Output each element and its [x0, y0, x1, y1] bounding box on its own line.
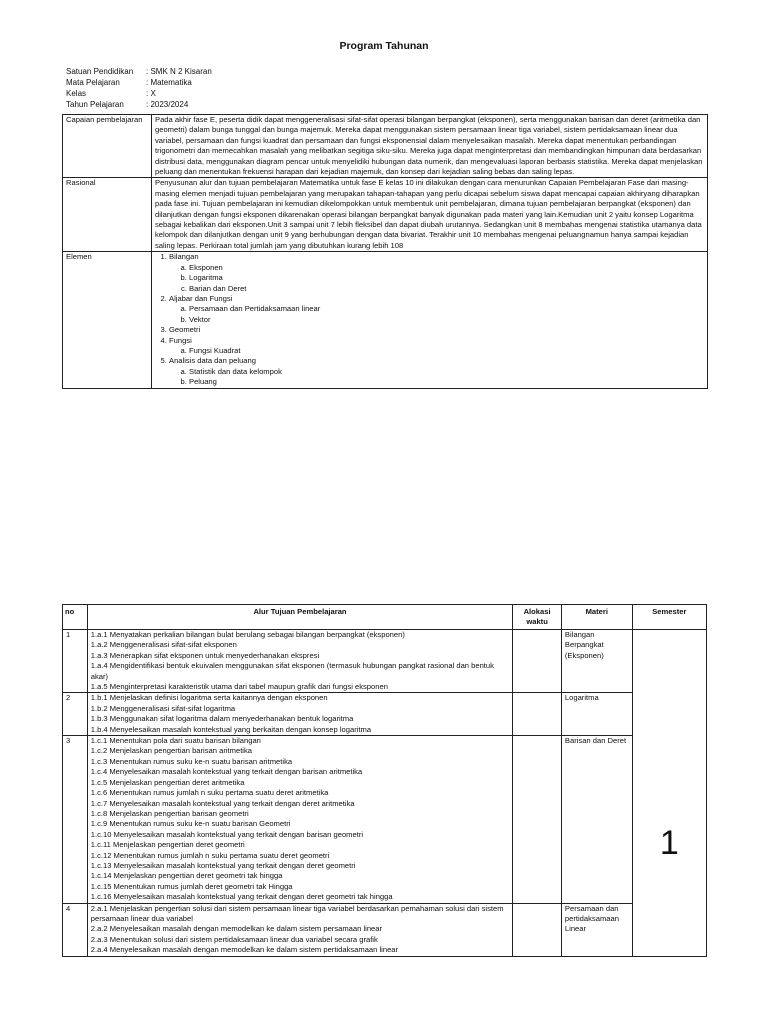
atp-item: 1.a.3 Menerapkan sifat eksponen untuk menyederhanakan ekspresi	[90, 650, 320, 660]
identity-row	[66, 77, 212, 88]
rasional-label: Rasional	[63, 178, 152, 252]
capaian-text: Pada akhir fase E, peserta didik dapat menggeneralisasi sifat-sifat operasi bilangan berpangkat (eksponen), serta menggunakan barisan dan deret (aritmetika dan geometri) dalam bunga tunggal dan bunga majemuk. Mereka dapat menggunakan sistem persamaan linear tiga variabel, sistem pertidaksamaan linear dua variabel, persamaan dan fungsi kuadrat dan persamaan dan fungsi eksponensial dalam menyelesaikan masalah. Mereka dapat menentukan perbandingan trigonometri dan memecahkan masalah yang melibatkan segitiga siku-siku. Mereka juga dapat menginterpretasi dan membandingkan himpunan data berdasarkan distribusi data, menggunakan diagram pencar untuk menyelidiki hubungan data numerik, dan mengevaluasi laporan berbasis statistika. Mereka dapat menjelaskan peluang dan menentukan frekuensi harapan dari kejadian majemuk, dan konsep dari kejadian saling bebas dan saling lepas.	[152, 115, 708, 178]
elemen-label: Elemen	[63, 252, 152, 388]
table-row	[63, 630, 707, 693]
elemen-row	[63, 252, 708, 388]
alokasi-cell	[513, 736, 562, 904]
atp-item: 2.a.1 Menjelaskan pengertian solusi dari sistem persamaan linear tiga variabel berdasarkan pemahaman solusi dari sistem persamaan linear dua variabel	[90, 903, 504, 923]
alokasi-cell	[513, 903, 562, 956]
elemen-item	[169, 252, 704, 294]
atp-item: 1.c.7 Menyelesaikan masalah kontekstual yang terkait dengan deret aritmetika	[90, 798, 355, 808]
atp-item: 1.c.3 Menentukan rumus suku ke-n suatu barisan aritmetika	[90, 756, 293, 766]
table-row	[63, 903, 707, 956]
atp-item: 1.b.2 Menggeneralisasi sifat-sifat logaritma	[90, 703, 236, 713]
atp-item: 1.c.5 Menjelaskan pengertian deret aritmetika	[90, 777, 245, 787]
atp-item: 1.c.9 Menentukan rumus suku ke-n suatu barisan Geometri	[90, 819, 291, 829]
header-atp: Alur Tujuan Pembelajaran	[87, 605, 513, 630]
atp-item: 1.c.13 Menyelesaikan masalah kontekstual yang terkait dengan deret geometri	[90, 860, 356, 870]
identity-value: : X	[146, 89, 156, 98]
atp-items-cell	[87, 630, 513, 693]
elemen-item	[169, 325, 704, 335]
rasional-row	[63, 178, 708, 252]
identity-key: Kelas	[66, 89, 87, 98]
materi-cell: Barisan dan Deret	[561, 736, 632, 904]
page-title: Program Tahunan	[339, 40, 429, 52]
atp-item: 1.c.15 Menentukan rumus jumlah deret geometri tak Hingga	[90, 881, 293, 891]
alokasi-cell	[513, 693, 562, 736]
identity-row	[66, 66, 212, 77]
capaian-row	[63, 115, 708, 178]
atp-item: 1.c.16 Menyelesaikan masalah kontekstual yang terkait dengan deret geometri tak hingga	[90, 892, 393, 902]
identity-key: Tahun Pelajaran	[66, 100, 124, 109]
atp-header-row	[63, 605, 707, 630]
elemen-subitem: b. Peluang	[189, 377, 704, 387]
atp-item: 1.c.4 Menyelesaikan masalah kontekstual yang terkait dengan barisan aritmetika	[90, 767, 363, 777]
elemen-sublist	[169, 346, 704, 356]
header-semester: Semester	[632, 605, 706, 630]
atp-item: 2.a.3 Menentukan solusi dari sistem pertidaksamaan linear dua variabel secara grafik	[90, 934, 378, 944]
header-no: no	[63, 605, 88, 630]
identity-value: : 2023/2024	[146, 100, 189, 109]
rasional-text: Penyusunan alur dan tujuan pembelajaran Matematika untuk fase E kelas 10 ini dilakukan dengan cara menurunkan Capaian Pembelajaran Fase dari masing-masing elemen menjadi tujuan pembelajaran yang merupakan tahapan-tahapan yang perlu dicapai sebelum siswa dapat mencapai capaian akhiryang diharapkan pada fase ini. Tujuan pembelajaran ini kemudian dikelompokkan untuk membentuk unit pembelajaran, dimana tujuan pembelajaran berpangkat (eksponen) dan dilanjutkan dengan fungsi eksponen dikarenakan operasi bilangan berpangkat banyak digunakan pada materi yang lain.Kemudian unit 2 yaitu konsep Logaritma sebagai kebalikan dari eksponen.Unit 3 sampai unit 7 lebih fleksibel dan dapat diubah urutannya. Sedangkan unit 8 membahas mengenai statistika utamanya data kelompok dan dilanjutkan dengan unit 9 yang berhubungan dengan data bivariat. Terakhir unit 10 membahas mengenai peluangnamun hanya sampai kejadian saling lepas. Perkiraan total jumlah jam yang dibutuhkan kurang lebih 108	[152, 178, 708, 252]
materi-cell: Persamaan dan pertidaksamaan Linear	[561, 903, 632, 956]
identity-key: Mata Pelajaran	[66, 78, 120, 87]
atp-body	[63, 630, 707, 957]
atp-item: 1.c.2 Menjelaskan pengertian barisan aritmetika	[90, 746, 253, 756]
atp-item: 1.a.2 Menggeneralisasi sifat-sifat eksponen	[90, 640, 237, 650]
overview-table	[62, 114, 708, 389]
atp-items-cell	[87, 736, 513, 904]
elemen-sublist	[169, 263, 704, 294]
row-number: 2	[63, 693, 88, 736]
elemen-subitem: a. Fungsi Kuadrat	[189, 346, 704, 356]
elemen-subitem: a. Statistik dan data kelompok	[189, 367, 704, 377]
elemen-item-label: Bilangan	[169, 252, 199, 262]
row-number: 4	[63, 903, 88, 956]
elemen-sublist	[169, 304, 704, 325]
atp-items-cell	[87, 693, 513, 736]
atp-item: 1.a.5 Menginterpretasi karakteristik utama dari tabel maupun grafik dari fungsi eksponen	[90, 682, 388, 692]
row-number: 1	[63, 630, 88, 693]
identity-value: : Matematika	[146, 78, 192, 87]
identity-row	[66, 88, 212, 99]
semester-cell: 1	[632, 630, 706, 957]
header-alokasi: Alokasi waktu	[513, 605, 562, 630]
elemen-subitem: b. Vektor	[189, 315, 704, 325]
atp-item: 1.c.6 Menentukan rumus jumlah n suku pertama suatu deret aritmetika	[90, 788, 329, 798]
elemen-list-cell	[152, 252, 708, 388]
atp-items-cell	[87, 903, 513, 956]
atp-item: 1.c.11 Menjelaskan pengertian deret geometri	[90, 840, 245, 850]
row-number: 3	[63, 736, 88, 904]
atp-item: 1.c.8 Menjelaskan pengertian barisan geometri	[90, 808, 249, 818]
atp-item: 1.c.12 Menentukan rumus jumlah n suku pertama suatu deret geometri	[90, 850, 330, 860]
atp-item: 1.a.4 Mengidentifikasi bentuk ekuivalen menggunakan sifat eksponen (termasuk hubungan pangkat rasional dan bentuk akar)	[90, 661, 494, 681]
atp-table	[62, 604, 707, 957]
elemen-item-label: Analisis data dan peluang	[169, 356, 256, 366]
atp-item: 1.b.3 Menggunakan sifat logaritma dalam menyederhanakan bentuk logaritma	[90, 714, 354, 724]
elemen-subitem: a. Eksponen	[189, 263, 704, 273]
elemen-subitem: b. Logaritma	[189, 273, 704, 283]
atp-item: 1.c.1 Menentukan pola dari suatu barisan bilangan	[90, 736, 261, 746]
identity-value: : SMK N 2 Kisaran	[146, 67, 212, 76]
elemen-list	[155, 252, 704, 387]
elemen-sublist	[169, 367, 704, 388]
elemen-subitem: c. Barian dan Deret	[189, 284, 704, 294]
atp-item: 1.c.14 Menjelaskan pengertian deret geometri tak hingga	[90, 871, 283, 881]
elemen-subitem: a. Persamaan dan Pertidaksamaan linear	[189, 304, 704, 314]
elemen-item-label: Geometri	[169, 325, 201, 335]
capaian-label: Capaian pembelajaran	[63, 115, 152, 178]
atp-item: 1.a.1 Menyatakan perkalian bilangan bulat berulang sebagai bilangan berpangkat (eksponen)	[90, 630, 405, 639]
header-materi: Materi	[561, 605, 632, 630]
identity-row	[66, 99, 212, 110]
elemen-item-label: Fungsi	[169, 335, 192, 345]
elemen-item	[169, 336, 704, 357]
atp-item: 2.a.2 Menyelesaikan masalah dengan memodelkan ke dalam sistem persamaan linear	[90, 924, 383, 934]
elemen-item	[169, 294, 704, 325]
elemen-item	[169, 356, 704, 387]
table-row	[63, 736, 707, 904]
elemen-item-label: Aljabar dan Fungsi	[169, 293, 233, 303]
materi-cell: Logaritma	[561, 693, 632, 736]
atp-item: 1.b.1 Menjelaskan definisi logaritma serta kaitannya dengan eksponen	[90, 693, 328, 703]
atp-item: 2.a.4 Menyelesaikan masalah dengan memodelkan ke dalam sistem pertidaksamaan linear	[90, 945, 399, 955]
identity-block	[66, 66, 212, 110]
materi-cell: Bilangan Berpangkat (Eksponen)	[561, 630, 632, 693]
alokasi-cell	[513, 630, 562, 693]
atp-item: 1.b.4 Menyelesaikan masalah kontekstual yang berkaitan dengan konsep logaritma	[90, 724, 372, 734]
atp-item: 1.c.10 Menyelesaikan masalah kontekstual yang terkait dengan barisan geometri	[90, 829, 364, 839]
table-row	[63, 693, 707, 736]
identity-key: Satuan Pendidikan	[66, 67, 134, 76]
